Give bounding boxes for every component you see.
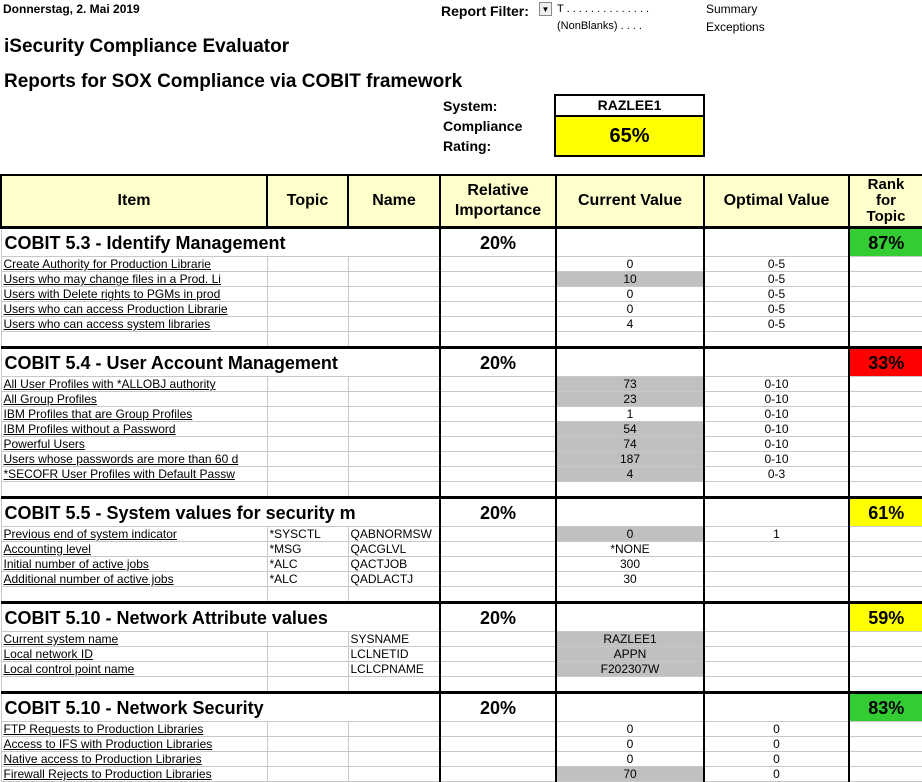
row-optimal-value: 0 xyxy=(704,752,849,767)
row-rank xyxy=(849,392,922,407)
table-row xyxy=(1,437,922,452)
row-importance xyxy=(440,377,556,392)
row-topic xyxy=(267,392,348,407)
section-current-blank xyxy=(556,228,704,257)
row-name: QADLACTJ xyxy=(348,572,440,587)
row-topic: *SYSCTL xyxy=(267,527,348,542)
section-header-row xyxy=(1,228,922,257)
row-importance xyxy=(440,302,556,317)
importance-header-line2: Importance xyxy=(454,202,542,219)
row-name xyxy=(348,272,440,287)
row-item[interactable]: Local control point name xyxy=(1,662,267,677)
row-current-value: 54 xyxy=(556,422,704,437)
spacer-cell xyxy=(849,677,922,693)
spacer-cell xyxy=(440,482,556,498)
spacer-cell xyxy=(267,332,348,348)
row-item[interactable]: Users who can access system libraries xyxy=(1,317,267,332)
row-item[interactable]: Users whose passwords are more than 60 d xyxy=(1,452,267,467)
row-name xyxy=(348,392,440,407)
row-topic xyxy=(267,287,348,302)
row-topic xyxy=(267,767,348,782)
row-current-value: 0 xyxy=(556,527,704,542)
row-current-value: 30 xyxy=(556,572,704,587)
table-row xyxy=(1,572,922,587)
row-optimal-value: 0-10 xyxy=(704,437,849,452)
section-current-blank xyxy=(556,498,704,527)
row-current-value: *NONE xyxy=(556,542,704,557)
col-rank-header xyxy=(849,175,922,228)
row-topic xyxy=(267,752,348,767)
row-current-value: 0 xyxy=(556,302,704,317)
section-rank: 61% xyxy=(849,498,922,527)
row-current-value: 0 xyxy=(556,752,704,767)
spacer-cell xyxy=(348,587,440,603)
spacer-cell xyxy=(440,587,556,603)
row-importance xyxy=(440,287,556,302)
table-header-row xyxy=(1,175,922,228)
spacer-cell xyxy=(556,482,704,498)
row-optimal-value xyxy=(704,557,849,572)
row-importance xyxy=(440,257,556,272)
rank-header-line2: for xyxy=(876,192,896,209)
row-rank xyxy=(849,737,922,752)
row-optimal-value xyxy=(704,662,849,677)
row-rank xyxy=(849,437,922,452)
row-current-value: 4 xyxy=(556,317,704,332)
filter-value-1: T . . . . . . . . . . . . . . xyxy=(557,3,650,15)
spacer-row xyxy=(1,587,922,603)
spacer-cell xyxy=(1,677,267,693)
row-importance xyxy=(440,722,556,737)
row-item[interactable]: Previous end of system indicator xyxy=(1,527,267,542)
row-name: SYSNAME xyxy=(348,632,440,647)
row-current-value: 4 xyxy=(556,467,704,482)
row-current-value: 23 xyxy=(556,392,704,407)
row-current-value: 187 xyxy=(556,452,704,467)
importance-header-line1: Relative xyxy=(467,182,529,199)
report-filter-label: Report Filter: xyxy=(441,3,529,19)
row-importance xyxy=(440,647,556,662)
section-importance: 20% xyxy=(440,348,556,377)
row-name xyxy=(348,287,440,302)
report-date: Donnerstag, 2. Mai 2019 xyxy=(3,2,140,16)
row-name xyxy=(348,467,440,482)
table-row xyxy=(1,542,922,557)
section-optimal-blank xyxy=(704,603,849,632)
section-optimal-blank xyxy=(704,348,849,377)
spacer-cell xyxy=(267,482,348,498)
row-name: LCLNETID xyxy=(348,647,440,662)
row-topic xyxy=(267,407,348,422)
spacer-cell xyxy=(849,332,922,348)
row-importance xyxy=(440,527,556,542)
row-current-value: 10 xyxy=(556,272,704,287)
row-item[interactable]: Current system name xyxy=(1,632,267,647)
rank-header-line1: Rank xyxy=(867,176,905,193)
rating-label: Rating: xyxy=(443,138,492,154)
col-topic-header: Topic xyxy=(267,175,348,228)
spacer-cell xyxy=(704,482,849,498)
row-optimal-value: 0-10 xyxy=(704,392,849,407)
row-name: QACGLVL xyxy=(348,542,440,557)
report-title: Reports for SOX Compliance via COBIT framework xyxy=(4,71,463,92)
row-optimal-value: 0-10 xyxy=(704,407,849,422)
row-current-value: 300 xyxy=(556,557,704,572)
section-optimal-blank xyxy=(704,693,849,722)
row-item[interactable]: Users who may change files in a Prod. Li xyxy=(1,272,267,287)
row-item[interactable]: IBM Profiles without a Password xyxy=(1,422,267,437)
row-optimal-value: 0-5 xyxy=(704,287,849,302)
row-rank xyxy=(849,317,922,332)
spacer-cell xyxy=(348,482,440,498)
exceptions-label: Exceptions xyxy=(706,20,765,34)
row-optimal-value xyxy=(704,632,849,647)
row-topic xyxy=(267,317,348,332)
row-topic xyxy=(267,272,348,287)
row-current-value: 0 xyxy=(556,722,704,737)
row-name: QABNORMSW xyxy=(348,527,440,542)
spacer-cell xyxy=(267,677,348,693)
row-name xyxy=(348,722,440,737)
table-row xyxy=(1,422,922,437)
row-item[interactable]: Initial number of active jobs xyxy=(1,557,267,572)
section-header-row xyxy=(1,693,922,722)
section-importance: 20% xyxy=(440,228,556,257)
row-topic: *ALC xyxy=(267,572,348,587)
table-row xyxy=(1,317,922,332)
row-importance xyxy=(440,737,556,752)
row-importance xyxy=(440,542,556,557)
row-item[interactable]: Users with Delete rights to PGMs in prod xyxy=(1,287,267,302)
table-row xyxy=(1,752,922,767)
section-title: COBIT 5.3 - Identify Management xyxy=(1,228,440,257)
row-name xyxy=(348,437,440,452)
row-optimal-value: 0-5 xyxy=(704,257,849,272)
filter-value-2: (NonBlanks) . . . . xyxy=(557,20,642,32)
row-topic xyxy=(267,422,348,437)
row-optimal-value: 0-5 xyxy=(704,317,849,332)
spacer-cell xyxy=(556,587,704,603)
spacer-cell xyxy=(704,587,849,603)
row-rank xyxy=(849,377,922,392)
row-rank xyxy=(849,662,922,677)
row-optimal-value: 0-3 xyxy=(704,467,849,482)
row-optimal-value: 1 xyxy=(704,527,849,542)
row-name xyxy=(348,767,440,782)
row-current-value: 0 xyxy=(556,257,704,272)
row-importance xyxy=(440,392,556,407)
row-topic xyxy=(267,722,348,737)
row-rank xyxy=(849,557,922,572)
section-header-row xyxy=(1,348,922,377)
table-row xyxy=(1,302,922,317)
table-row xyxy=(1,257,922,272)
table-row xyxy=(1,647,922,662)
row-item[interactable]: Firewall Rejects to Production Libraries xyxy=(1,767,267,782)
section-header-row xyxy=(1,498,922,527)
table-row xyxy=(1,392,922,407)
row-name: QACTJOB xyxy=(348,557,440,572)
table-row xyxy=(1,377,922,392)
row-item[interactable]: Accounting level xyxy=(1,542,267,557)
row-topic xyxy=(267,737,348,752)
row-topic xyxy=(267,257,348,272)
section-importance: 20% xyxy=(440,603,556,632)
row-name xyxy=(348,752,440,767)
row-importance xyxy=(440,467,556,482)
table-row xyxy=(1,767,922,782)
row-name xyxy=(348,257,440,272)
row-optimal-value: 0 xyxy=(704,722,849,737)
row-topic xyxy=(267,467,348,482)
row-current-value: F202307W xyxy=(556,662,704,677)
row-rank xyxy=(849,467,922,482)
row-item[interactable]: IBM Profiles that are Group Profiles xyxy=(1,407,267,422)
spacer-cell xyxy=(348,677,440,693)
spacer-cell xyxy=(849,482,922,498)
row-item[interactable]: Powerful Users xyxy=(1,437,267,452)
row-optimal-value: 0-5 xyxy=(704,272,849,287)
spacer-cell xyxy=(556,332,704,348)
section-rank: 83% xyxy=(849,693,922,722)
section-rank: 87% xyxy=(849,228,922,257)
row-topic xyxy=(267,632,348,647)
row-name xyxy=(348,422,440,437)
section-optimal-blank xyxy=(704,228,849,257)
spacer-cell xyxy=(1,587,267,603)
row-rank xyxy=(849,257,922,272)
row-importance xyxy=(440,317,556,332)
row-importance xyxy=(440,767,556,782)
row-importance xyxy=(440,557,556,572)
row-optimal-value xyxy=(704,647,849,662)
row-importance xyxy=(440,752,556,767)
table-row xyxy=(1,467,922,482)
table-row xyxy=(1,737,922,752)
row-current-value: 70 xyxy=(556,767,704,782)
dropdown-arrow-icon: ▼ xyxy=(541,5,550,14)
spacer-cell xyxy=(556,677,704,693)
col-item-header: Item xyxy=(1,175,267,228)
section-header-row xyxy=(1,603,922,632)
system-label: System: xyxy=(443,98,498,114)
row-importance xyxy=(440,572,556,587)
row-optimal-value: 0 xyxy=(704,767,849,782)
row-name xyxy=(348,302,440,317)
spacer-row xyxy=(1,482,922,498)
compliance-label: Compliance xyxy=(443,118,523,134)
row-importance xyxy=(440,662,556,677)
row-topic xyxy=(267,302,348,317)
row-rank xyxy=(849,722,922,737)
row-rank xyxy=(849,752,922,767)
row-current-value: 1 xyxy=(556,407,704,422)
spacer-cell xyxy=(440,332,556,348)
section-importance: 20% xyxy=(440,693,556,722)
spacer-cell xyxy=(267,587,348,603)
system-value: RAZLEE1 xyxy=(554,94,705,117)
summary-label: Summary xyxy=(706,2,758,16)
section-current-blank xyxy=(556,603,704,632)
app-title: iSecurity Compliance Evaluator xyxy=(4,36,290,57)
table-row xyxy=(1,722,922,737)
spacer-cell xyxy=(440,677,556,693)
row-name xyxy=(348,452,440,467)
spacer-cell xyxy=(704,677,849,693)
row-rank xyxy=(849,272,922,287)
spacer-cell xyxy=(704,332,849,348)
row-rank xyxy=(849,422,922,437)
row-importance xyxy=(440,407,556,422)
row-optimal-value: 0-10 xyxy=(704,377,849,392)
row-rank xyxy=(849,407,922,422)
compliance-table xyxy=(0,174,922,782)
row-item[interactable]: Local network ID xyxy=(1,647,267,662)
section-title: COBIT 5.5 - System values for security m xyxy=(1,498,440,527)
row-importance xyxy=(440,632,556,647)
row-rank xyxy=(849,452,922,467)
row-rank xyxy=(849,542,922,557)
row-rank xyxy=(849,647,922,662)
row-current-value: 74 xyxy=(556,437,704,452)
section-rank: 59% xyxy=(849,603,922,632)
section-rank: 33% xyxy=(849,348,922,377)
row-rank xyxy=(849,287,922,302)
table-row xyxy=(1,407,922,422)
section-optimal-blank xyxy=(704,498,849,527)
row-current-value: RAZLEE1 xyxy=(556,632,704,647)
row-rank xyxy=(849,632,922,647)
col-name-header: Name xyxy=(348,175,440,228)
row-item[interactable]: All Group Profiles xyxy=(1,392,267,407)
section-current-blank xyxy=(556,348,704,377)
table-row xyxy=(1,662,922,677)
row-optimal-value: 0 xyxy=(704,737,849,752)
col-importance-header xyxy=(440,175,556,228)
row-current-value: 73 xyxy=(556,377,704,392)
row-current-value: 0 xyxy=(556,287,704,302)
spacer-row xyxy=(1,677,922,693)
row-optimal-value xyxy=(704,542,849,557)
row-item[interactable]: Access to IFS with Production Libraries xyxy=(1,737,267,752)
table-row xyxy=(1,632,922,647)
row-rank xyxy=(849,767,922,782)
spacer-row xyxy=(1,332,922,348)
row-topic xyxy=(267,377,348,392)
table-row xyxy=(1,527,922,542)
row-optimal-value: 0-5 xyxy=(704,302,849,317)
row-optimal-value: 0-10 xyxy=(704,452,849,467)
row-item[interactable]: *SECOFR User Profiles with Default Passw xyxy=(1,467,267,482)
row-name xyxy=(348,377,440,392)
section-title: COBIT 5.10 - Network Security xyxy=(1,693,440,722)
row-importance xyxy=(440,422,556,437)
row-item[interactable]: Native access to Production Libraries xyxy=(1,752,267,767)
row-topic: *MSG xyxy=(267,542,348,557)
table-row xyxy=(1,452,922,467)
table-row xyxy=(1,272,922,287)
table-row xyxy=(1,557,922,572)
row-item[interactable]: Create Authority for Production Librarie xyxy=(1,257,267,272)
row-item[interactable]: Users who can access Production Librarie xyxy=(1,302,267,317)
spacer-cell xyxy=(1,482,267,498)
col-current-header: Current Value xyxy=(556,175,704,228)
row-name xyxy=(348,737,440,752)
spacer-cell xyxy=(348,332,440,348)
row-current-value: APPN xyxy=(556,647,704,662)
table-row xyxy=(1,287,922,302)
row-name: LCLCPNAME xyxy=(348,662,440,677)
row-importance xyxy=(440,452,556,467)
row-optimal-value: 0-10 xyxy=(704,422,849,437)
section-importance: 20% xyxy=(440,498,556,527)
row-current-value: 0 xyxy=(556,737,704,752)
filter-dropdown-button[interactable] xyxy=(539,2,552,16)
section-title: COBIT 5.4 - User Account Management xyxy=(1,348,440,377)
section-current-blank xyxy=(556,693,704,722)
row-name xyxy=(348,407,440,422)
row-topic: *ALC xyxy=(267,557,348,572)
row-importance xyxy=(440,437,556,452)
row-topic xyxy=(267,437,348,452)
row-rank xyxy=(849,572,922,587)
row-optimal-value xyxy=(704,572,849,587)
row-topic xyxy=(267,452,348,467)
spacer-cell xyxy=(1,332,267,348)
row-name xyxy=(348,317,440,332)
row-rank xyxy=(849,302,922,317)
row-item[interactable]: FTP Requests to Production Libraries xyxy=(1,722,267,737)
row-topic xyxy=(267,662,348,677)
col-optimal-header: Optimal Value xyxy=(704,175,849,228)
row-topic xyxy=(267,647,348,662)
rank-header-line3: Topic xyxy=(866,208,906,225)
spacer-cell xyxy=(849,587,922,603)
row-importance xyxy=(440,272,556,287)
section-title: COBIT 5.10 - Network Attribute values xyxy=(1,603,440,632)
row-rank xyxy=(849,527,922,542)
row-item[interactable]: Additional number of active jobs xyxy=(1,572,267,587)
row-item[interactable]: All User Profiles with *ALLOBJ authority xyxy=(1,377,267,392)
compliance-rating-value: 65% xyxy=(554,115,705,157)
